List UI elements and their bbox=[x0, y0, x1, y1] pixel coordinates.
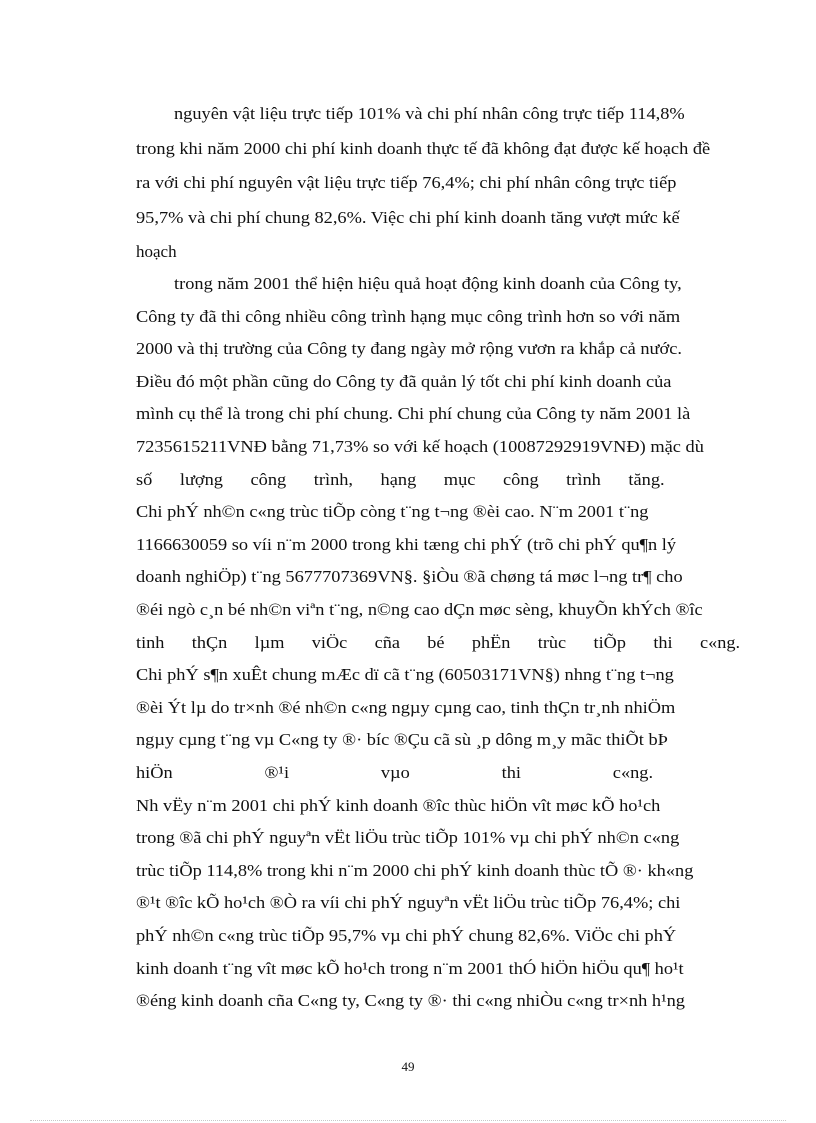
text-line: Điều đó một phần cũng do Công ty đã quản lý tốt chi phí kinh doanh của bbox=[136, 371, 672, 391]
text-line: ®éng kinh doanh cña C«ng ty, C«ng ty ®· thi c«ng nhiÒu c«ng tr×nh h¹ng bbox=[136, 991, 685, 1011]
text-line: nguyên vật liệu trực tiếp 101% và chi phí nhân công trực tiếp 114,8% bbox=[174, 104, 685, 123]
text-line: Nh vËy n¨m 2001 chi phÝ kinh doanh ®îc thùc hiÖn vît møc kÕ ho¹ch bbox=[136, 795, 661, 815]
text-line: ®èi Ýt lµ do tr×nh ®é nh©n c«ng ngµy cµng cao, tinh thÇn tr¸nh nhiÖm bbox=[136, 697, 676, 717]
text-line: Chi phÝ nh©n c«ng trùc tiÕp còng t¨ng t¬ng ®èi cao. N¨m 2001 t¨ng bbox=[136, 502, 649, 522]
text-line: trong ®ã chi phÝ nguyªn vËt liÖu trùc tiÕp 101% vµ chi phÝ nh©n c«ng bbox=[136, 828, 680, 848]
text-line: hoạch bbox=[136, 242, 177, 262]
text-line: tinh thÇn lµm viÖc cña bé phËn trùc tiÕp thi c«ng. bbox=[136, 632, 741, 652]
text-line: Chi phÝ s¶n xuÊt chung mÆc dï cã t¨ng (60503171VN§) nhng t¨ng t¬ng bbox=[136, 665, 674, 685]
text-line: ®¹t ®îc kÕ ho¹ch ®Ò ra víi chi phÝ nguyªn vËt liÖu trùc tiÕp 76,4%; chi bbox=[136, 893, 681, 913]
text-line: 2000 và thị trường của Công ty đang ngày mở rộng vươn ra khắp cả nước. bbox=[136, 339, 682, 359]
text-line: ®éi ngò c¸n bé nh©n viªn t¨ng, n©ng cao dÇn møc sèng, khuyÕn khÝch ®îc bbox=[136, 600, 703, 619]
text-line: 1166630059 so víi n¨m 2000 trong khi tæng chi phÝ (trõ chi phÝ qu¶n lý bbox=[136, 534, 677, 554]
text-line: trùc tiÕp 114,8% trong khi n¨m 2000 chi phÝ kinh doanh thùc tÕ ®· kh«ng bbox=[136, 860, 694, 880]
text-line: số lượng công trình, hạng mục công trình tăng. bbox=[136, 469, 665, 489]
text-line: ngµy cµng t¨ng vµ C«ng ty ®· bíc ®Çu cã sù ¸p dông m¸y mãc thiÕt bÞ bbox=[136, 730, 668, 750]
page-bottom-border bbox=[30, 1120, 786, 1121]
text-line: trong năm 2001 thể hiện hiệu quả hoạt động kinh doanh của Công ty, bbox=[174, 274, 682, 293]
text-line: kinh doanh t¨ng vît møc kÕ ho¹ch trong n¨m 2001 thÓ hiÖn hiÖu qu¶ ho¹t bbox=[136, 958, 684, 978]
text-line: phÝ nh©n c«ng trùc tiÕp 95,7% vµ chi phÝ chung 82,6%. ViÖc chi phÝ bbox=[136, 926, 677, 945]
page-number: 49 bbox=[401, 1059, 415, 1074]
text-line: hiÖn ®¹i vµo thi c«ng. bbox=[136, 763, 654, 782]
text-line: mình cụ thể là trong chi phí chung. Chi phí chung của Công ty năm 2001 là bbox=[136, 404, 691, 424]
text-line: 95,7% và chi phí chung 82,6%. Việc chi phí kinh doanh tăng vượt mức kế bbox=[136, 207, 680, 227]
text-line: doanh nghiÖp) t¨ng 5677707369VN§. §iÒu ®ã chøng tá møc l¬ng tr¶ cho bbox=[136, 567, 683, 587]
text-line: Công ty đã thi công nhiều công trình hạng mục công trình hơn so với năm bbox=[136, 306, 681, 326]
text-line: ra với chi phí nguyên vật liệu trực tiếp 76,4%; chi phí nhân công trực tiếp bbox=[136, 173, 677, 193]
text-line: 7235615211VNĐ bằng 71,73% so với kế hoạch (10087292919VNĐ) mặc dù bbox=[136, 437, 704, 456]
text-line: trong khi năm 2000 chi phí kinh doanh thực tế đã không đạt được kế hoạch đề bbox=[136, 138, 711, 158]
